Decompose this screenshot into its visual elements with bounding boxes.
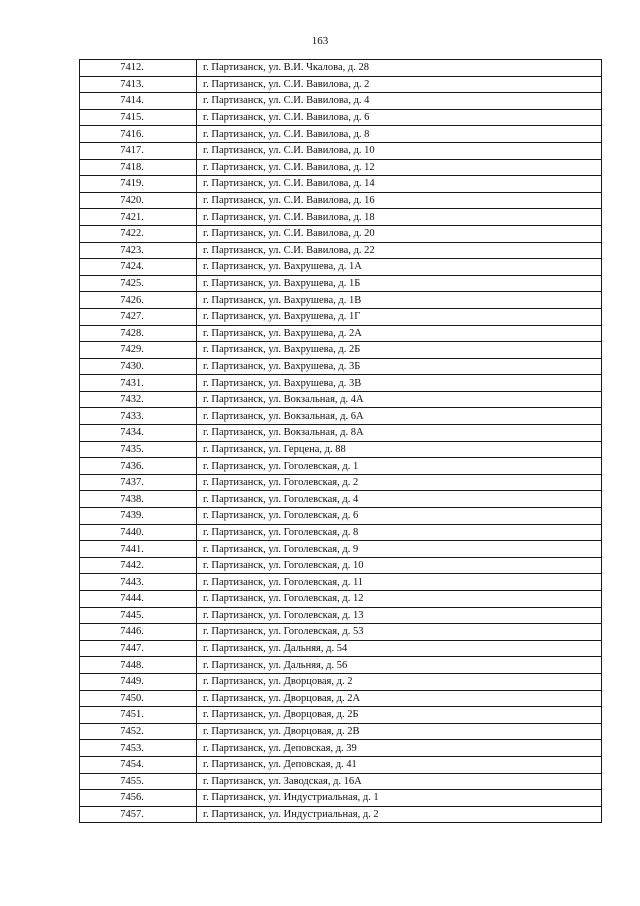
table-row xyxy=(80,342,602,359)
row-number-cell: 7445. xyxy=(80,607,197,624)
table-row xyxy=(80,508,602,525)
row-number-cell: 7456. xyxy=(80,790,197,807)
table-row xyxy=(80,524,602,541)
table-row xyxy=(80,441,602,458)
address-cell: г. Партизанск, ул. С.И. Вавилова, д. 8 xyxy=(197,126,602,143)
table-row xyxy=(80,707,602,724)
row-number-cell: 7417. xyxy=(80,142,197,159)
address-cell: г. Партизанск, ул. Гоголевская, д. 2 xyxy=(197,474,602,491)
table-row xyxy=(80,60,602,77)
address-cell: г. Партизанск, ул. С.И. Вавилова, д. 6 xyxy=(197,109,602,126)
address-cell: г. Партизанск, ул. Гоголевская, д. 10 xyxy=(197,557,602,574)
row-number-cell: 7439. xyxy=(80,508,197,525)
table-row xyxy=(80,159,602,176)
address-cell: г. Партизанск, ул. Вахрушева, д. 1А xyxy=(197,259,602,276)
address-cell: г. Партизанск, ул. Деповская, д. 39 xyxy=(197,740,602,757)
row-number-cell: 7441. xyxy=(80,541,197,558)
address-cell: г. Партизанск, ул. Вокзальная, д. 8А xyxy=(197,425,602,442)
address-cell: г. Партизанск, ул. Вокзальная, д. 4А xyxy=(197,391,602,408)
row-number-cell: 7438. xyxy=(80,491,197,508)
address-cell: г. Партизанск, ул. Вахрушева, д. 1Г xyxy=(197,308,602,325)
row-number-cell: 7448. xyxy=(80,657,197,674)
table-row xyxy=(80,657,602,674)
address-table xyxy=(79,59,602,823)
address-cell: г. Партизанск, ул. Гоголевская, д. 6 xyxy=(197,508,602,525)
row-number-cell: 7457. xyxy=(80,806,197,823)
table-row xyxy=(80,491,602,508)
table-row xyxy=(80,308,602,325)
row-number-cell: 7453. xyxy=(80,740,197,757)
table-row xyxy=(80,109,602,126)
table-row xyxy=(80,690,602,707)
row-number-cell: 7452. xyxy=(80,723,197,740)
table-row xyxy=(80,375,602,392)
address-cell: г. Партизанск, ул. Вахрушева, д. 3В xyxy=(197,375,602,392)
row-number-cell: 7450. xyxy=(80,690,197,707)
address-cell: г. Партизанск, ул. Дворцовая, д. 2 xyxy=(197,673,602,690)
table-row xyxy=(80,325,602,342)
address-cell: г. Партизанск, ул. С.И. Вавилова, д. 16 xyxy=(197,192,602,209)
address-cell: г. Партизанск, ул. Вахрушева, д. 1В xyxy=(197,292,602,309)
table-row xyxy=(80,740,602,757)
table-row xyxy=(80,474,602,491)
table-row xyxy=(80,126,602,143)
row-number-cell: 7443. xyxy=(80,574,197,591)
table-row xyxy=(80,607,602,624)
address-cell: г. Партизанск, ул. Дворцовая, д. 2А xyxy=(197,690,602,707)
address-table-body xyxy=(80,60,602,823)
table-row xyxy=(80,790,602,807)
row-number-cell: 7434. xyxy=(80,425,197,442)
address-cell: г. Партизанск, ул. С.И. Вавилова, д. 4 xyxy=(197,93,602,110)
table-row xyxy=(80,806,602,823)
address-cell: г. Партизанск, ул. С.И. Вавилова, д. 2 xyxy=(197,76,602,93)
row-number-cell: 7425. xyxy=(80,275,197,292)
row-number-cell: 7413. xyxy=(80,76,197,93)
table-row xyxy=(80,624,602,641)
address-cell: г. Партизанск, ул. С.И. Вавилова, д. 20 xyxy=(197,225,602,242)
table-row xyxy=(80,76,602,93)
address-cell: г. Партизанск, ул. Индустриальная, д. 1 xyxy=(197,790,602,807)
address-cell: г. Партизанск, ул. Деповская, д. 41 xyxy=(197,756,602,773)
address-cell: г. Партизанск, ул. В.И. Чкалова, д. 28 xyxy=(197,60,602,77)
row-number-cell: 7433. xyxy=(80,408,197,425)
table-row xyxy=(80,425,602,442)
row-number-cell: 7427. xyxy=(80,308,197,325)
row-number-cell: 7414. xyxy=(80,93,197,110)
address-cell: г. Партизанск, ул. Гоголевская, д. 1 xyxy=(197,458,602,475)
address-cell: г. Партизанск, ул. С.И. Вавилова, д. 22 xyxy=(197,242,602,259)
row-number-cell: 7440. xyxy=(80,524,197,541)
table-row xyxy=(80,142,602,159)
row-number-cell: 7420. xyxy=(80,192,197,209)
table-row xyxy=(80,275,602,292)
row-number-cell: 7451. xyxy=(80,707,197,724)
address-cell: г. Партизанск, ул. Индустриальная, д. 2 xyxy=(197,806,602,823)
table-row xyxy=(80,259,602,276)
row-number-cell: 7412. xyxy=(80,60,197,77)
row-number-cell: 7416. xyxy=(80,126,197,143)
row-number-cell: 7436. xyxy=(80,458,197,475)
row-number-cell: 7422. xyxy=(80,225,197,242)
table-row xyxy=(80,591,602,608)
table-row xyxy=(80,225,602,242)
row-number-cell: 7442. xyxy=(80,557,197,574)
table-row xyxy=(80,541,602,558)
address-cell: г. Партизанск, ул. Дворцовая, д. 2В xyxy=(197,723,602,740)
address-cell: г. Партизанск, ул. Герцена, д. 88 xyxy=(197,441,602,458)
table-row xyxy=(80,292,602,309)
row-number-cell: 7415. xyxy=(80,109,197,126)
address-cell: г. Партизанск, ул. Вахрушева, д. 2Б xyxy=(197,342,602,359)
row-number-cell: 7429. xyxy=(80,342,197,359)
table-row xyxy=(80,574,602,591)
row-number-cell: 7432. xyxy=(80,391,197,408)
table-row xyxy=(80,209,602,226)
row-number-cell: 7454. xyxy=(80,756,197,773)
table-row xyxy=(80,673,602,690)
table-row xyxy=(80,192,602,209)
row-number-cell: 7455. xyxy=(80,773,197,790)
page-number: 163 xyxy=(311,35,329,47)
address-cell: г. Партизанск, ул. Гоголевская, д. 4 xyxy=(197,491,602,508)
row-number-cell: 7444. xyxy=(80,591,197,608)
table-row xyxy=(80,93,602,110)
table-row xyxy=(80,773,602,790)
row-number-cell: 7430. xyxy=(80,358,197,375)
address-cell: г. Партизанск, ул. Заводская, д. 16А xyxy=(197,773,602,790)
row-number-cell: 7426. xyxy=(80,292,197,309)
row-number-cell: 7437. xyxy=(80,474,197,491)
address-cell: г. Партизанск, ул. Гоголевская, д. 12 xyxy=(197,591,602,608)
table-row xyxy=(80,391,602,408)
address-cell: г. Партизанск, ул. Гоголевская, д. 11 xyxy=(197,574,602,591)
table-row xyxy=(80,358,602,375)
row-number-cell: 7421. xyxy=(80,209,197,226)
address-cell: г. Партизанск, ул. Дворцовая, д. 2Б xyxy=(197,707,602,724)
table-row xyxy=(80,408,602,425)
address-cell: г. Партизанск, ул. С.И. Вавилова, д. 10 xyxy=(197,142,602,159)
address-cell: г. Партизанск, ул. Гоголевская, д. 53 xyxy=(197,624,602,641)
address-cell: г. Партизанск, ул. Дальняя, д. 54 xyxy=(197,640,602,657)
address-cell: г. Партизанск, ул. Вокзальная, д. 6А xyxy=(197,408,602,425)
table-row xyxy=(80,557,602,574)
address-cell: г. Партизанск, ул. Вахрушева, д. 2А xyxy=(197,325,602,342)
table-row xyxy=(80,176,602,193)
row-number-cell: 7431. xyxy=(80,375,197,392)
table-row xyxy=(80,242,602,259)
table-row xyxy=(80,640,602,657)
row-number-cell: 7446. xyxy=(80,624,197,641)
row-number-cell: 7428. xyxy=(80,325,197,342)
address-cell: г. Партизанск, ул. С.И. Вавилова, д. 14 xyxy=(197,176,602,193)
row-number-cell: 7419. xyxy=(80,176,197,193)
row-number-cell: 7449. xyxy=(80,673,197,690)
row-number-cell: 7424. xyxy=(80,259,197,276)
row-number-cell: 7447. xyxy=(80,640,197,657)
row-number-cell: 7418. xyxy=(80,159,197,176)
address-cell: г. Партизанск, ул. Вахрушева, д. 3Б xyxy=(197,358,602,375)
row-number-cell: 7435. xyxy=(80,441,197,458)
address-cell: г. Партизанск, ул. Гоголевская, д. 8 xyxy=(197,524,602,541)
address-cell: г. Партизанск, ул. С.И. Вавилова, д. 18 xyxy=(197,209,602,226)
table-row xyxy=(80,723,602,740)
address-cell: г. Партизанск, ул. Гоголевская, д. 13 xyxy=(197,607,602,624)
address-cell: г. Партизанск, ул. С.И. Вавилова, д. 12 xyxy=(197,159,602,176)
table-row xyxy=(80,756,602,773)
row-number-cell: 7423. xyxy=(80,242,197,259)
address-cell: г. Партизанск, ул. Дальняя, д. 56 xyxy=(197,657,602,674)
address-cell: г. Партизанск, ул. Гоголевская, д. 9 xyxy=(197,541,602,558)
table-row xyxy=(80,458,602,475)
address-cell: г. Партизанск, ул. Вахрушева, д. 1Б xyxy=(197,275,602,292)
